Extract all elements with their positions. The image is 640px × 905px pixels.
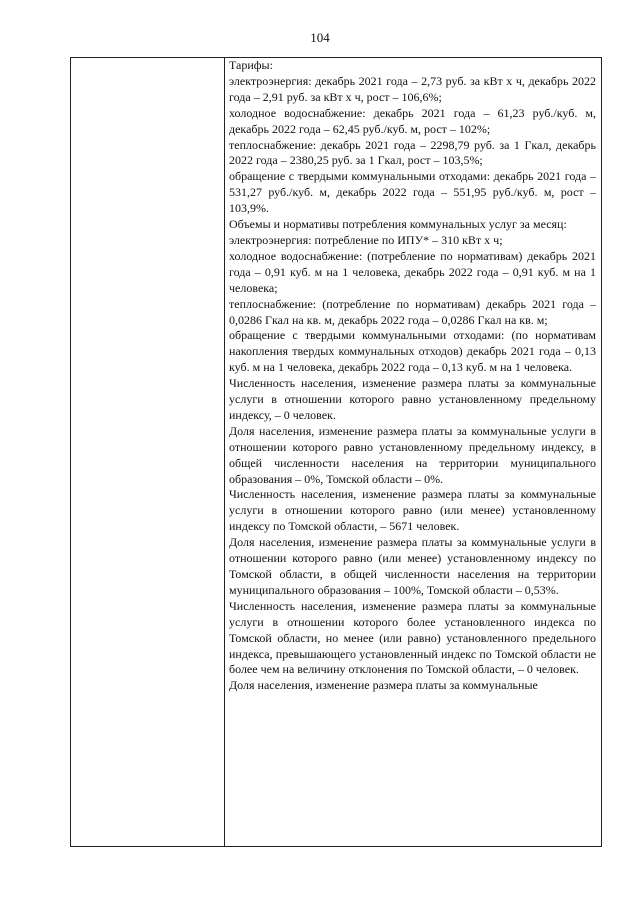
paragraph-cold-water-tariff: холодное водоснабжение: декабрь 2021 года – 61,23 руб./куб. м, декабрь 2022 года – 62,45 руб./куб. м, рост – 102%; [229,105,596,136]
paragraph-population-at-limit: Численность населения, изменение размера платы за коммунальные услуги в отношении которого равно установленному предельному индексу, – 0 человек. [229,376,596,422]
paragraph-waste-tariff: обращение с твердыми коммунальными отходами: декабрь 2021 года – 531,27 руб./куб. м, декабрь 2022 года – 551,95 руб./куб. м, рост – 103,9%. [229,169,596,216]
page-number: 104 [310,30,330,45]
paragraph-share-at-limit: Доля населения, изменение размера платы за коммунальные услуги в отношении которого равно установленному предельному индексу, в общей численности населения на территории муниципального образования – 0%, Томской области – 0%. [229,423,596,486]
paragraph-heating-volume: теплоснабжение: (потребление по нормативам) декабрь 2021 года – 0,0286 Гкал на кв. м, декабрь 2022 года – 0,0286 Гкал на кв. м; [229,296,596,327]
paragraph-share-below-index: Доля населения, изменение размера платы за коммунальные услуги в отношении которого равно (или менее) установленному индексу по Томской области, в общей численности населения на территории муниципального образования – 100%, Томской области – 0,53%. [229,535,596,597]
table-text-cell [229,58,596,694]
paragraph-tariffs-heading: Тарифы: [229,58,273,72]
paragraph-volumes-heading: Объемы и нормативы потребления коммунальных услуг за месяц: [229,217,567,232]
paragraph-electricity-volume: электроэнергия: потребление по ИПУ* – 310 кВт х ч; [229,232,503,247]
paragraph-electricity-tariff: электроэнергия: декабрь 2021 года – 2,73 руб. за кВт х ч, декабрь 2022 года – 2,91 руб. за кВт х ч, рост – 106,6%; [229,73,596,104]
paragraph-heating-tariff: теплоснабжение: декабрь 2021 года – 2298,79 руб. за 1 Гкал, декабрь 2022 года – 2380,25 руб. за 1 Гкал, рост – 103,5%; [229,137,596,168]
paragraph-cold-water-volume: холодное водоснабжение: (потребление по нормативам) декабрь 2021 года – 0,91 куб. м на 1 человека, декабрь 2022 года – 0,91 куб. м на 1 человека; [229,248,596,295]
paragraph-waste-volume: обращение с твердыми коммунальными отходами: (по нормативам накопления твердых коммунальных отходов) декабрь 2021 года – 0,13 куб. м на 1 человека, декабрь 2022 года – 0,13 куб. м на 1 человека. [229,328,596,375]
paragraph-population-above-index: Численность населения, изменение размера платы за коммунальные услуги в отношении которого более установленного индекса по Томской области, но менее (или равно) установленного предельного индекса, превышающего установленный индекс по Томской области не более чем на величину отклонения по Томской области, – 0 человек. [229,598,596,677]
paragraph-share-above-index: Доля населения, изменение размера платы за коммунальные [229,678,538,693]
paragraph-population-below-index: Численность населения, изменение размера платы за коммунальные услуги в отношении которого равно (или менее) установленному индексу по Томской области, – 5671 человек. [229,487,596,534]
table-column-divider [224,57,225,847]
